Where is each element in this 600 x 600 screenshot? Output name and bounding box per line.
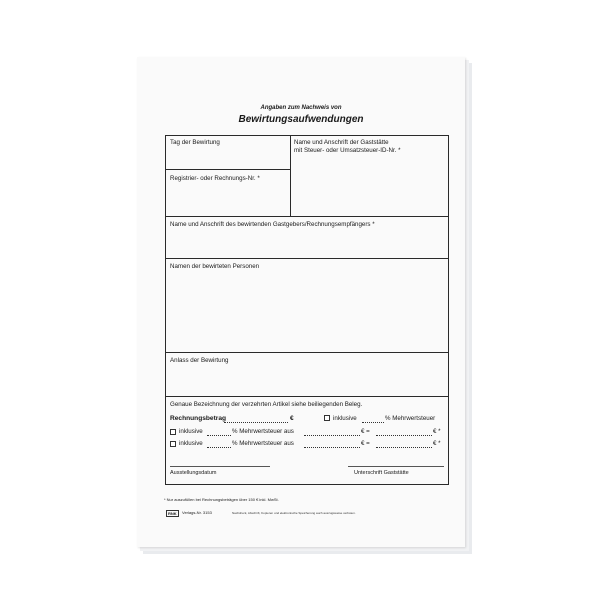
rechnungsbetrag-field[interactable]: [224, 422, 288, 423]
divider-personen: [166, 352, 448, 353]
field-gastgeber-label: Name und Anschrift des bewirtenden Gastgebers/Rechnungsempfängers *: [170, 221, 375, 228]
inklusive-checkbox-row1[interactable]: [170, 429, 176, 435]
unterschrift-line[interactable]: [348, 466, 444, 467]
euro-eq-row1: € =: [361, 428, 370, 435]
divider-vertical: [290, 136, 291, 216]
inklusive-label-row1: inklusive: [179, 428, 203, 435]
items-note: Genaue Bezeichnung der verzehrten Artikel siehe beiliegenden Beleg.: [170, 401, 363, 408]
field-registrier-label: Registrier- oder Rechnungs-Nr. *: [170, 175, 260, 182]
mwst-rate-field-row1[interactable]: [207, 435, 231, 436]
netto-field-row2[interactable]: [304, 447, 360, 448]
form-title: Bewirtungsaufwendungen: [238, 114, 364, 125]
divider-tag-registrier: [166, 169, 290, 170]
form-frame: [165, 135, 449, 485]
field-gaststaette-label-1: Name und Anschrift der Gaststätte: [294, 139, 389, 146]
mwst-rate-field-top[interactable]: [362, 422, 384, 423]
mwst-rate-field-row2[interactable]: [207, 447, 231, 448]
divider-top-section: [166, 216, 448, 217]
field-anlass-label: Anlass der Bewirtung: [170, 357, 229, 364]
inklusive-checkbox-top[interactable]: [324, 415, 330, 421]
ausstellungsdatum-label: Ausstellungsdatum: [170, 470, 217, 476]
mwst-label-top: % Mehrwertsteuer: [385, 415, 436, 422]
field-personen-label: Namen der bewirteten Personen: [170, 263, 260, 270]
euro-star-row1: € *: [433, 428, 441, 435]
mwst-amount-field-row2[interactable]: [376, 447, 432, 448]
inklusive-label-top: inklusive: [333, 415, 357, 422]
mwst-amount-field-row1[interactable]: [376, 435, 432, 436]
form-subtitle: Angaben zum Nachweis von: [260, 105, 342, 111]
netto-field-row1[interactable]: [304, 435, 360, 436]
ausstellungsdatum-line[interactable]: [170, 466, 270, 467]
form-sheet: [137, 57, 465, 547]
unterschrift-label: Unterschrift Gaststätte: [354, 470, 409, 476]
field-gaststaette-label-2: mit Steuer- oder Umsatzsteuer-ID-Nr. *: [294, 147, 401, 154]
footer-copyright: Nachdruck, Abschrift, Kopieren und elektronische Speicherung auch auszugsweise verboten.: [232, 511, 356, 515]
mwst-aus-label-row1: % Mehrwertsteuer aus: [232, 428, 294, 435]
field-tag-label: Tag der Bewirtung: [170, 139, 220, 146]
inklusive-label-row2: inklusive: [179, 440, 203, 447]
rechnungsbetrag-euro: €: [290, 415, 294, 422]
footer-verlag-nr: Verlags-Nr. 3153: [182, 510, 212, 515]
publisher-logo: RNK: [168, 511, 177, 516]
divider-anlass: [166, 396, 448, 397]
rechnungsbetrag-label: Rechnungsbetrag: [170, 415, 227, 422]
mwst-aus-label-row2: % Mehrwertsteuer aus: [232, 440, 294, 447]
euro-eq-row2: € =: [361, 440, 370, 447]
inklusive-checkbox-row2[interactable]: [170, 441, 176, 447]
euro-star-row2: € *: [433, 440, 441, 447]
footer-note: * Nur auszufüllen bei Rechnungsbeträgen über 150 € inkl. MwSt.: [164, 497, 279, 502]
divider-gastgeber: [166, 258, 448, 259]
